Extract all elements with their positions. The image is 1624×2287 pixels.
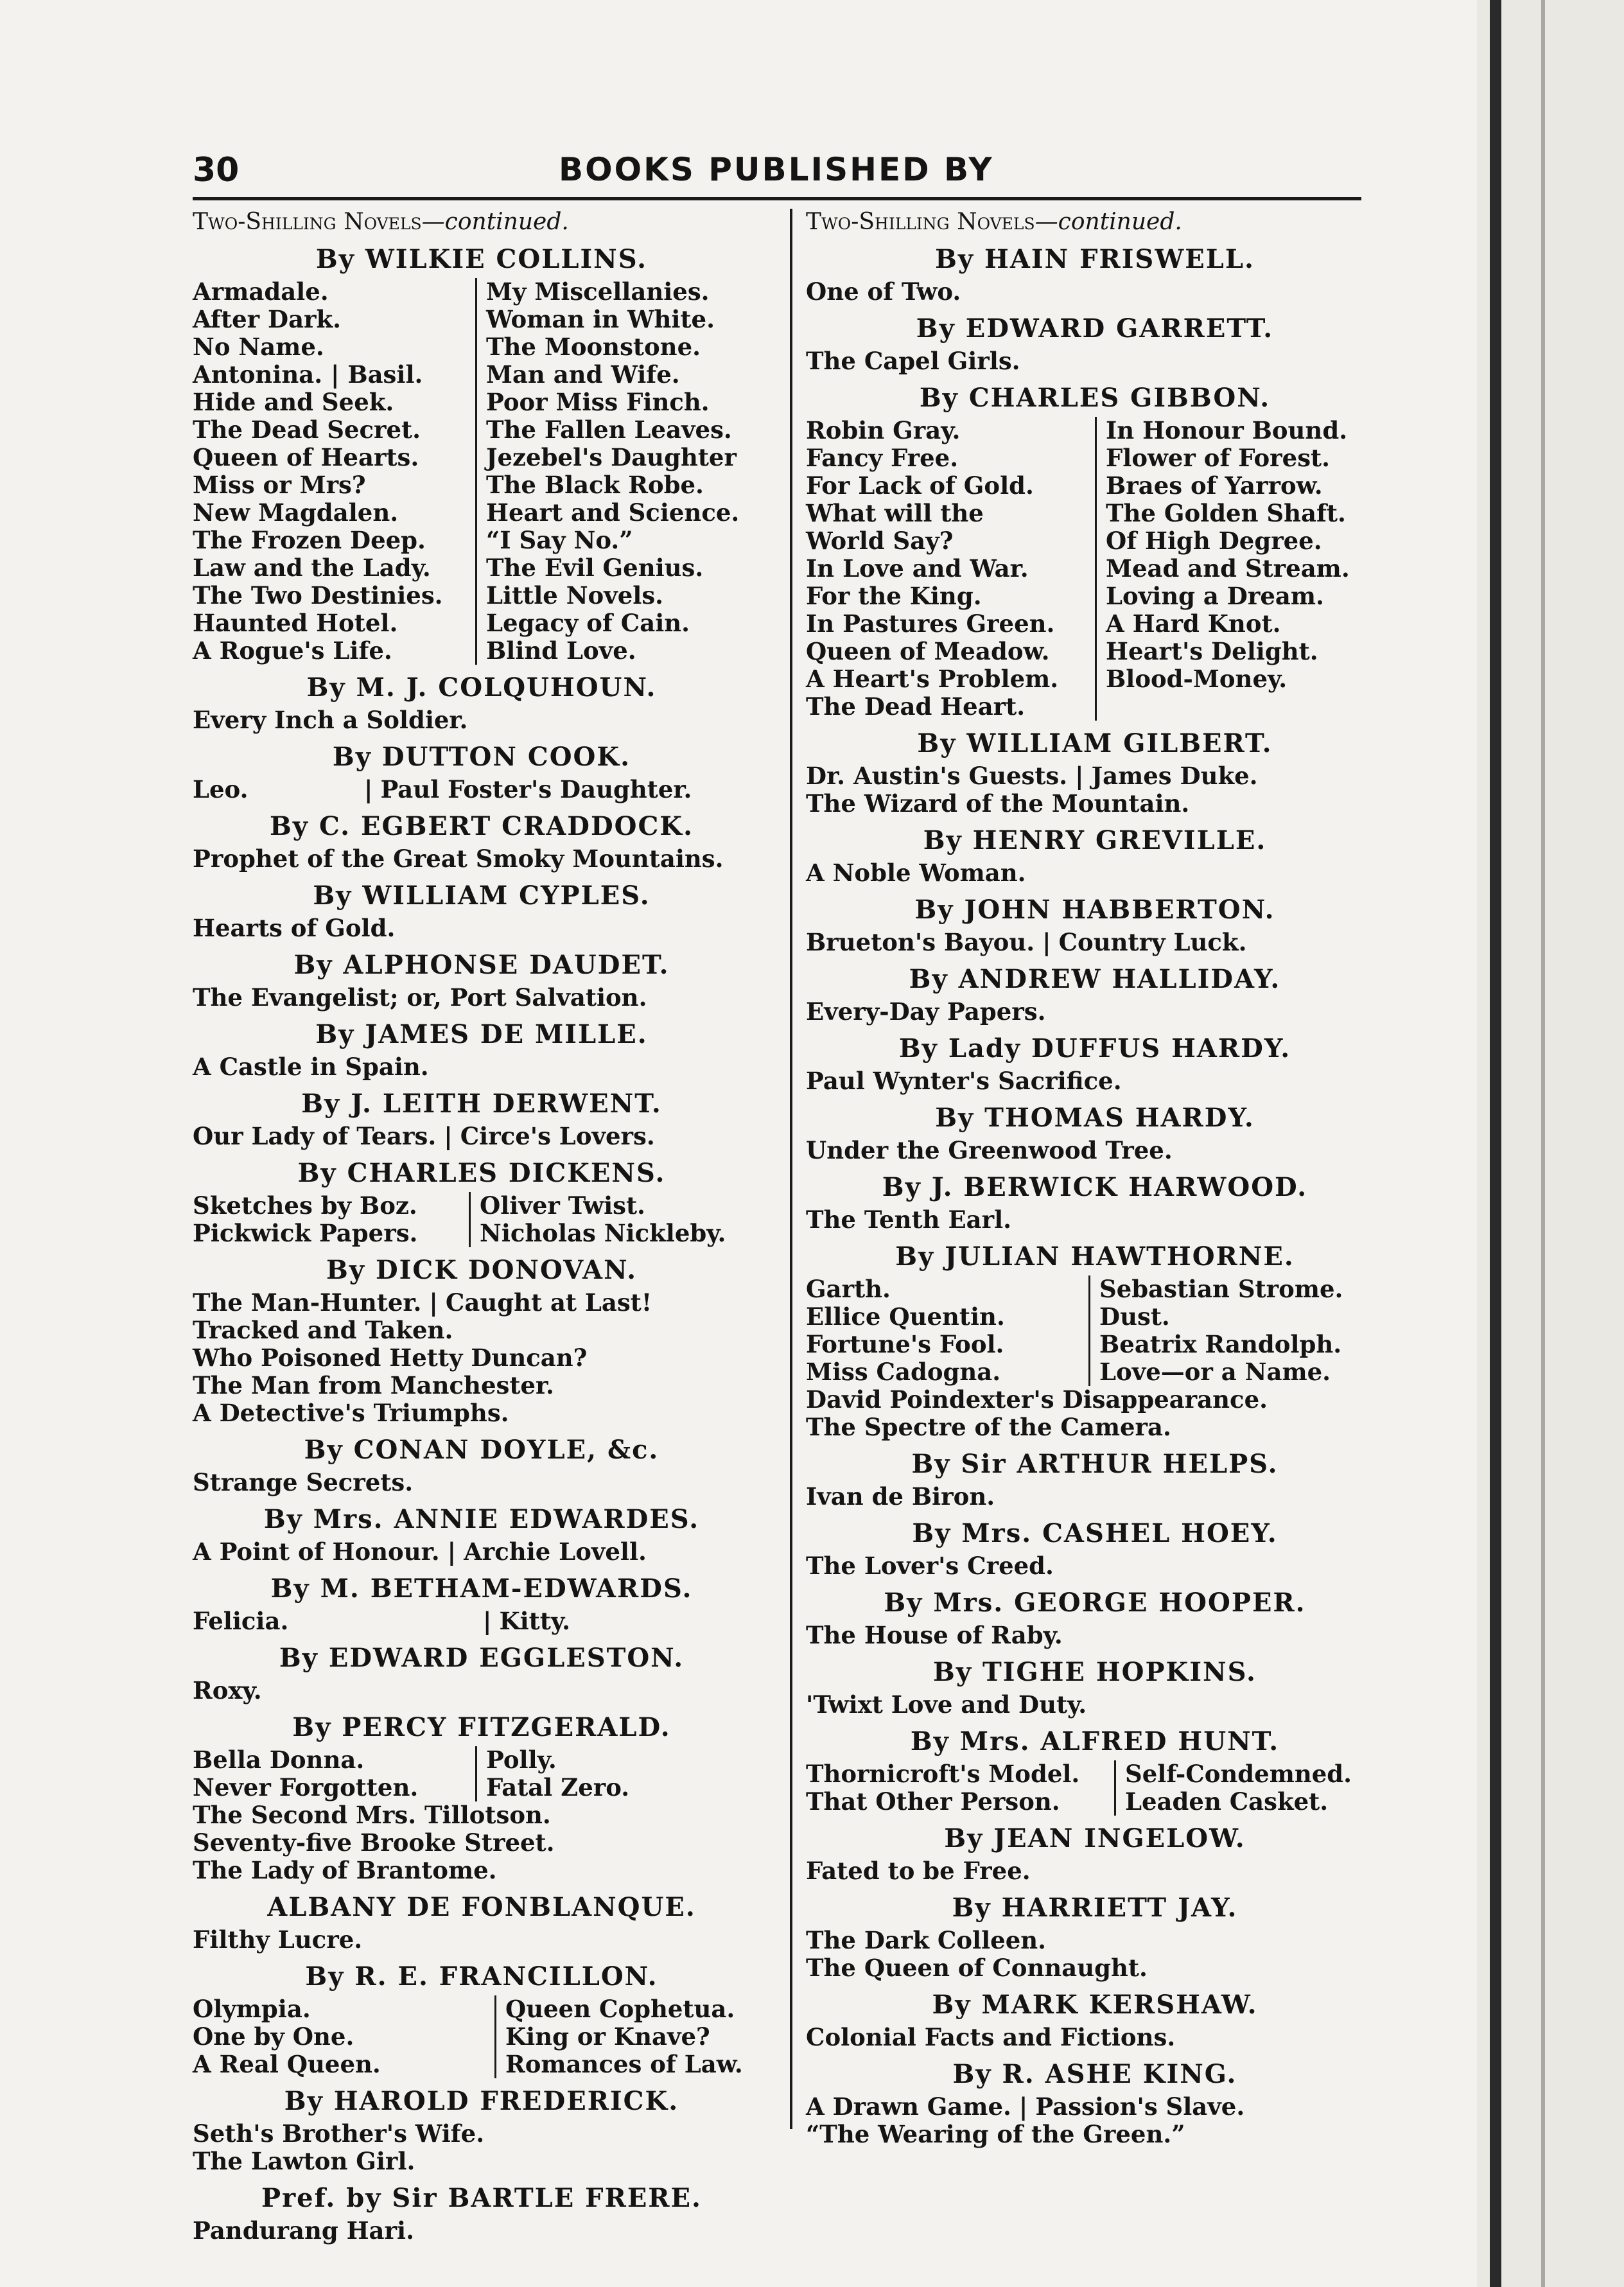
book-title: Mead and Stream. bbox=[1106, 554, 1350, 583]
author-heading: By CHARLES DICKENS. bbox=[297, 1158, 666, 1188]
title-list bbox=[806, 417, 1384, 721]
book-title: Paul Wynter's Sacrifice. bbox=[806, 1067, 1122, 1095]
author-heading: By R. E. FRANCILLON. bbox=[305, 1961, 658, 1992]
book-title: The Frozen Deep. bbox=[193, 526, 426, 554]
spine-edge bbox=[1490, 0, 1501, 2287]
book-title: Of High Degree. bbox=[1106, 527, 1322, 555]
book-title: The Fallen Leaves. bbox=[486, 416, 732, 444]
book-title: Haunted Hotel. bbox=[193, 609, 398, 637]
book-title: Colonial Facts and Fictions. bbox=[806, 2023, 1176, 2051]
book-title: My Miscellanies. bbox=[486, 277, 710, 306]
book-title: Armadale. bbox=[193, 277, 329, 306]
book-title: The Lover's Creed. bbox=[806, 1552, 1054, 1580]
column-divider bbox=[790, 209, 792, 2129]
book-title: Thornicroft's Model. bbox=[806, 1760, 1080, 1788]
book-title: Bella Donna. bbox=[193, 1746, 365, 1774]
spine-fold bbox=[1541, 0, 1545, 2287]
book-title: In Pastures Green. bbox=[806, 609, 1055, 638]
book-title: King or Knave? bbox=[505, 2022, 710, 2051]
book-title: That Other Person. bbox=[806, 1787, 1060, 1816]
page-number: 30 bbox=[193, 151, 240, 189]
book-title: A Detective's Triumphs. bbox=[193, 1399, 509, 1427]
book-title: In Love and War. bbox=[806, 554, 1029, 583]
book-title: The Dead Secret. bbox=[193, 416, 421, 444]
book-title: No Name. bbox=[193, 333, 324, 361]
book-title: Filthy Lucre. bbox=[193, 1925, 363, 1954]
book-title: Pickwick Papers. bbox=[193, 1219, 418, 1247]
book-title: Seth's Brother's Wife. bbox=[193, 2119, 485, 2148]
book-title-pair: Felicia. | Kitty. bbox=[193, 1607, 570, 1635]
book-title: Oliver Twist. bbox=[480, 1191, 645, 1220]
catalogue-page bbox=[193, 138, 1387, 2245]
title-column bbox=[806, 1760, 1116, 1816]
book-title: The Two Destinies. bbox=[193, 581, 443, 609]
book-title: Fatal Zero. bbox=[486, 1773, 630, 1801]
author-heading: By HARRIETT JAY. bbox=[952, 1893, 1238, 1923]
book-title: Queen of Hearts. bbox=[193, 443, 419, 471]
author-heading: By Mrs. ALFRED HUNT. bbox=[910, 1726, 1280, 1757]
title-column bbox=[1116, 1760, 1352, 1816]
book-title: Fortune's Fool. bbox=[806, 1330, 1004, 1358]
title-list bbox=[806, 1386, 1384, 1441]
book-title: Heart's Delight. bbox=[1106, 637, 1318, 665]
title-list bbox=[193, 1995, 771, 2078]
book-title-pair: Brueton's Bayou. | Country Luck. bbox=[806, 928, 1247, 956]
book-title: Romances of Law. bbox=[505, 2050, 743, 2078]
section-heading: Two-Shilling Novels—continued. bbox=[806, 209, 1182, 235]
title-column bbox=[806, 417, 1097, 721]
book-title: The Lady of Brantome. bbox=[193, 1856, 497, 1884]
book-title: What will the bbox=[806, 499, 984, 527]
book-title: After Dark. bbox=[193, 305, 342, 333]
book-title: Under the Greenwood Tree. bbox=[806, 1136, 1173, 1164]
book-title: The Wizard of the Mountain. bbox=[806, 789, 1190, 818]
book-title: Blind Love. bbox=[486, 636, 636, 665]
book-title: Beatrix Randolph. bbox=[1099, 1330, 1342, 1358]
author-heading: By ANDREW HALLIDAY. bbox=[909, 964, 1281, 994]
book-title: One of Two. bbox=[806, 277, 961, 306]
author-heading: By CONAN DOYLE, &c. bbox=[304, 1435, 659, 1465]
book-title: The Dead Heart. bbox=[806, 692, 1026, 721]
author-heading: By C. EGBERT CRADDOCK. bbox=[270, 811, 694, 841]
author-heading: By HAROLD FREDERICK. bbox=[284, 2086, 679, 2116]
book-title: The Golden Shaft. bbox=[1106, 499, 1346, 527]
book-title: Blood-Money. bbox=[1106, 665, 1288, 693]
author-heading: By JOHN HABBERTON. bbox=[914, 895, 1275, 925]
book-title: Queen of Meadow. bbox=[806, 637, 1050, 665]
book-title: Heart and Science. bbox=[486, 498, 740, 527]
book-title: Ellice Quentin. bbox=[806, 1302, 1005, 1331]
book-title: David Poindexter's Disappearance. bbox=[806, 1385, 1268, 1414]
title-column bbox=[471, 1192, 726, 1247]
running-title: BOOKS PUBLISHED BY bbox=[559, 151, 994, 188]
author-heading: By WILKIE COLLINS. bbox=[315, 244, 648, 274]
book-title: Leaden Casket. bbox=[1125, 1787, 1329, 1816]
title-column bbox=[806, 1275, 1090, 1386]
book-title: The Second Mrs. Tillotson. bbox=[193, 1801, 551, 1829]
book-title-pair: Dr. Austin's Guests. | James Duke. bbox=[806, 762, 1258, 790]
book-title: Antonina. | Basil. bbox=[193, 360, 423, 389]
book-title: The Queen of Connaught. bbox=[806, 1954, 1148, 1982]
book-title: Roxy. bbox=[193, 1676, 262, 1704]
author-heading: By HENRY GREVILLE. bbox=[923, 825, 1267, 855]
book-title: Braes of Yarrow. bbox=[1106, 471, 1323, 500]
book-title: Dust. bbox=[1099, 1302, 1170, 1331]
book-title: Pandurang Hari. bbox=[193, 2216, 414, 2245]
book-title: Woman in White. bbox=[486, 305, 715, 333]
book-title: One by One. bbox=[193, 2022, 354, 2051]
title-column bbox=[193, 1746, 477, 1801]
book-title: Man and Wife. bbox=[486, 360, 680, 389]
book-title: Garth. bbox=[806, 1275, 891, 1303]
book-title: Fated to be Free. bbox=[806, 1857, 1031, 1885]
title-list bbox=[193, 1801, 771, 1884]
author-heading: By Mrs. CASHEL HOEY. bbox=[912, 1518, 1278, 1548]
book-title: Self-Condemned. bbox=[1125, 1760, 1352, 1788]
title-list bbox=[193, 1746, 771, 1801]
title-column bbox=[193, 1192, 471, 1247]
author-heading: Pref. by Sir BARTLE FRERE. bbox=[261, 2183, 702, 2213]
author-heading: By J. LEITH DERWENT. bbox=[301, 1089, 662, 1119]
author-heading: By M. J. COLQUHOUN. bbox=[306, 672, 657, 703]
book-title: Never Forgotten. bbox=[193, 1773, 419, 1801]
book-title: “I Say No.” bbox=[486, 526, 633, 554]
title-column bbox=[1090, 1275, 1343, 1386]
author-heading: By CHARLES GIBBON. bbox=[919, 383, 1271, 413]
book-title: Ivan de Biron. bbox=[806, 1482, 995, 1511]
book-title-pair: A Point of Honour. | Archie Lovell. bbox=[193, 1538, 647, 1566]
book-title: Little Novels. bbox=[486, 581, 664, 609]
title-list bbox=[806, 1275, 1384, 1386]
book-title: For Lack of Gold. bbox=[806, 471, 1034, 500]
author-heading: By HAIN FRISWELL. bbox=[935, 244, 1255, 274]
title-list bbox=[806, 1760, 1384, 1816]
book-title: Prophet of the Great Smoky Mountains. bbox=[193, 845, 724, 873]
author-heading: By Sir ARTHUR HELPS. bbox=[911, 1449, 1279, 1479]
section-heading: Two-Shilling Novels—continued. bbox=[193, 209, 569, 235]
book-title: The Evangelist; or, Port Salvation. bbox=[193, 983, 647, 1012]
book-title: The Evil Genius. bbox=[486, 554, 704, 582]
book-title: Strange Secrets. bbox=[193, 1468, 414, 1496]
book-title: Who Poisoned Hetty Duncan? bbox=[193, 1344, 588, 1372]
author-heading: By M. BETHAM-EDWARDS. bbox=[270, 1573, 693, 1604]
book-title: The Tenth Earl. bbox=[806, 1205, 1012, 1234]
author-heading: By TIGHE HOPKINS. bbox=[933, 1657, 1257, 1687]
author-heading: By R. ASHE KING. bbox=[952, 2059, 1237, 2089]
book-title: 'Twixt Love and Duty. bbox=[806, 1690, 1087, 1719]
book-title: Seventy-five Brooke Street. bbox=[193, 1828, 555, 1857]
author-heading: By DICK DONOVAN. bbox=[326, 1255, 638, 1285]
author-heading: By JEAN INGELOW. bbox=[944, 1823, 1246, 1853]
book-title: “The Wearing of the Green.” bbox=[806, 2120, 1185, 2148]
author-heading: By MARK KERSHAW. bbox=[932, 1990, 1258, 2020]
book-title: Hide and Seek. bbox=[193, 388, 394, 416]
right-column bbox=[806, 209, 1384, 2148]
book-title: Nicholas Nickleby. bbox=[480, 1219, 726, 1247]
book-title: Every Inch a Soldier. bbox=[193, 706, 468, 734]
book-title: Loving a Dream. bbox=[1106, 582, 1324, 610]
author-heading: By EDWARD EGGLESTON. bbox=[279, 1643, 685, 1673]
book-title: Love—or a Name. bbox=[1099, 1358, 1331, 1386]
title-column bbox=[477, 278, 739, 665]
author-heading: By JULIAN HAWTHORNE. bbox=[895, 1241, 1295, 1272]
book-title: The Lawton Girl. bbox=[193, 2147, 415, 2175]
book-title: Sebastian Strome. bbox=[1099, 1275, 1343, 1303]
title-list bbox=[193, 1192, 771, 1247]
book-title: World Say? bbox=[806, 527, 954, 555]
book-title: A Noble Woman. bbox=[806, 859, 1026, 887]
book-title: Flower of Forest. bbox=[1106, 444, 1331, 472]
header-rule bbox=[193, 197, 1361, 200]
author-heading: By ALPHONSE DAUDET. bbox=[293, 950, 670, 980]
book-title: A Real Queen. bbox=[193, 2050, 381, 2078]
book-title-pair: Leo. | Paul Foster's Daughter. bbox=[193, 775, 692, 803]
book-title: Polly. bbox=[486, 1746, 557, 1774]
book-title: Miss Cadogna. bbox=[806, 1358, 1001, 1386]
book-title: A Castle in Spain. bbox=[193, 1053, 429, 1081]
book-title: A Hard Knot. bbox=[1106, 609, 1281, 638]
book-title: The Capel Girls. bbox=[806, 347, 1020, 375]
book-title: Legacy of Cain. bbox=[486, 609, 690, 637]
book-title: Law and the Lady. bbox=[193, 554, 431, 582]
book-title: For the King. bbox=[806, 582, 982, 610]
title-list bbox=[193, 1317, 771, 1427]
author-heading: ALBANY DE FONBLANQUE. bbox=[267, 1892, 696, 1922]
title-column bbox=[1097, 417, 1350, 721]
book-title: Fancy Free. bbox=[806, 444, 959, 472]
title-list bbox=[193, 2120, 771, 2175]
book-title-pair: A Drawn Game. | Passion's Slave. bbox=[806, 2092, 1245, 2121]
page-header bbox=[193, 138, 1387, 189]
author-heading: By J. BERWICK HARWOOD. bbox=[882, 1172, 1308, 1202]
book-title: The Spectre of the Camera. bbox=[806, 1413, 1171, 1441]
author-heading: By THOMAS HARDY. bbox=[935, 1103, 1255, 1133]
book-title: Sketches by Boz. bbox=[193, 1191, 417, 1220]
book-title: Poor Miss Finch. bbox=[486, 388, 710, 416]
book-title-pair: The Man-Hunter. | Caught at Last! bbox=[193, 1288, 652, 1317]
book-title: The Dark Colleen. bbox=[806, 1926, 1047, 1954]
book-title: Tracked and Taken. bbox=[193, 1316, 453, 1344]
book-title: Queen Cophetua. bbox=[505, 1995, 735, 2023]
title-column bbox=[496, 1995, 743, 2078]
title-list bbox=[193, 278, 771, 665]
book-title: Hearts of Gold. bbox=[193, 914, 396, 942]
book-title: Robin Gray. bbox=[806, 416, 961, 444]
title-column bbox=[193, 278, 477, 665]
book-title: A Heart's Problem. bbox=[806, 665, 1059, 693]
book-title: In Honour Bound. bbox=[1106, 416, 1348, 444]
book-title: Miss or Mrs? bbox=[193, 471, 366, 499]
book-title: The House of Raby. bbox=[806, 1621, 1063, 1649]
author-heading: By Mrs. ANNIE EDWARDES. bbox=[263, 1504, 700, 1534]
author-heading: By JAMES DE MILLE. bbox=[315, 1019, 648, 1049]
left-column bbox=[193, 209, 771, 2245]
title-list bbox=[806, 1927, 1384, 1982]
book-title: The Black Robe. bbox=[486, 471, 704, 499]
author-heading: By WILLIAM CYPLES. bbox=[313, 881, 650, 911]
author-heading: By Mrs. GEORGE HOOPER. bbox=[884, 1588, 1306, 1618]
title-column bbox=[193, 1995, 496, 2078]
book-title: The Man from Manchester. bbox=[193, 1371, 554, 1399]
book-spine bbox=[1477, 0, 1624, 2287]
author-heading: By PERCY FITZGERALD. bbox=[292, 1712, 671, 1742]
book-title: Olympia. bbox=[193, 1995, 311, 2023]
book-title: New Magdalen. bbox=[193, 498, 399, 527]
book-title: A Rogue's Life. bbox=[193, 636, 392, 665]
author-heading: By WILLIAM GILBERT. bbox=[917, 728, 1273, 758]
author-heading: By Lady DUFFUS HARDY. bbox=[898, 1033, 1291, 1064]
author-heading: By DUTTON COOK. bbox=[332, 742, 631, 772]
title-column bbox=[477, 1746, 629, 1801]
author-heading: By EDWARD GARRETT. bbox=[916, 313, 1274, 344]
book-title-pair: Our Lady of Tears. | Circe's Lovers. bbox=[193, 1122, 655, 1150]
book-title: The Moonstone. bbox=[486, 333, 701, 361]
book-title: Jezebel's Daughter bbox=[486, 443, 737, 471]
book-title: Every-Day Papers. bbox=[806, 997, 1046, 1026]
